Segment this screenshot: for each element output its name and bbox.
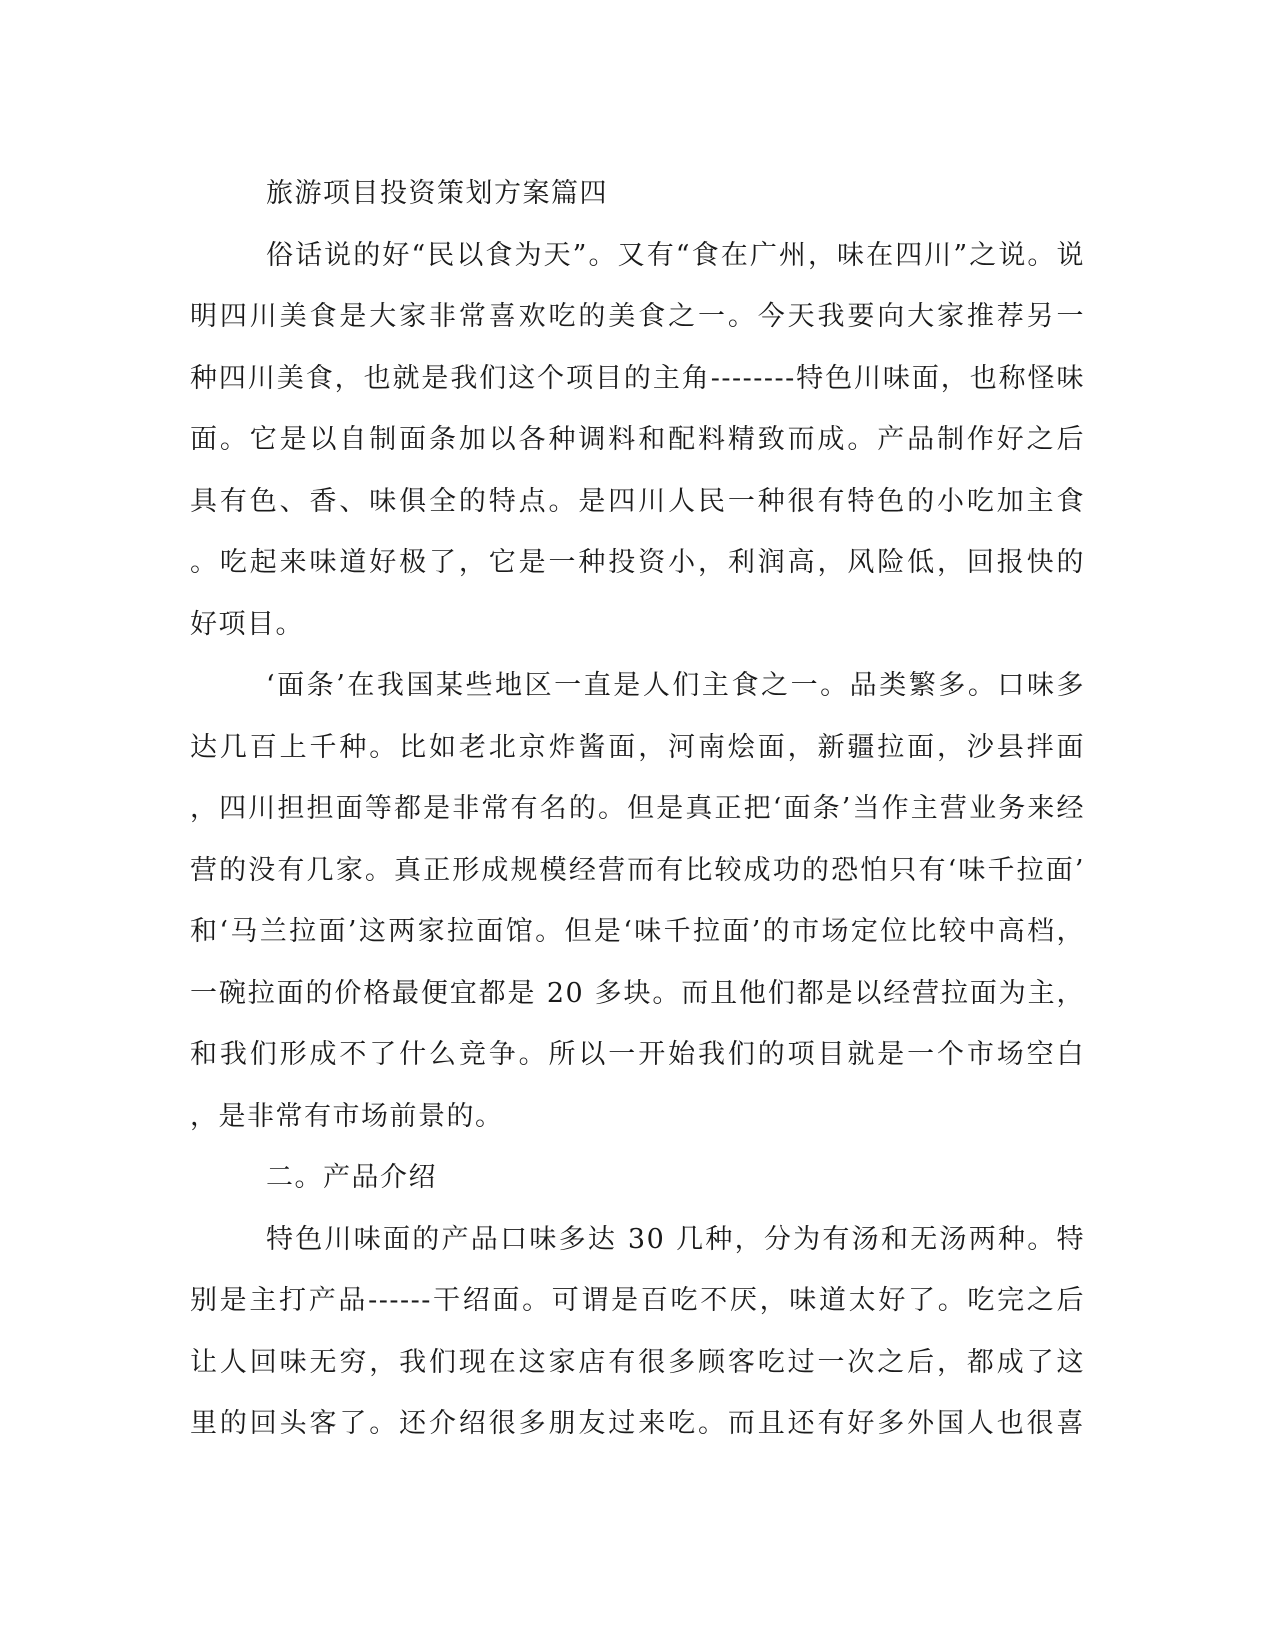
paragraph-line: ‘面条’在我国某些地区一直是人们主食之一。品类繁多。口味多 (266, 670, 1085, 701)
paragraph-line: 别是主打产品------干绍面。可谓是百吃不厌，味道太好了。吃完之后 (190, 1285, 1085, 1316)
paragraph-line: 达几百上千种。比如老北京炸酱面，河南烩面，新疆拉面，沙县拌面 (190, 731, 1085, 763)
paragraph-line: ，四川担担面等都是非常有名的。但是真正把‘面条’当作主营业务来经 (190, 793, 1085, 824)
paragraph-line: 里的回头客了。还介绍很多朋友过来吃。而且还有好多外国人也很喜 (190, 1408, 1085, 1439)
paragraph-line: ，是非常有市场前景的。 (190, 1100, 504, 1132)
paragraph-line: 俗话说的好“民以食为天”。又有“食在广州，味在四川”之说。说 (266, 239, 1085, 271)
paragraph-line: 特色川味面的产品口味多达 30 几种，分为有汤和无汤两种。特 (266, 1223, 1085, 1255)
document-body (190, 163, 1085, 1455)
paragraph-line: 和‘马兰拉面’这两家拉面馆。但是‘味千拉面’的市场定位比较中高档， (190, 916, 1085, 947)
paragraph-line: 让人回味无穷，我们现在这家店有很多顾客吃过一次之后，都成了这 (190, 1346, 1085, 1378)
paragraph-line: 种四川美食，也就是我们这个项目的主角--------特色川味面，也称怪味 (190, 362, 1085, 394)
document-title: 旅游项目投资策划方案篇四 (266, 178, 608, 209)
paragraph-line: 一碗拉面的价格最便宜都是 20 多块。而且他们都是以经营拉面为主， (190, 977, 1085, 1009)
paragraph-line: 面。它是以自制面条加以各种调料和配料精致而成。产品制作好之后 (190, 424, 1085, 455)
paragraph-market (190, 655, 1085, 1147)
section-heading: 二。产品介绍 (266, 1162, 437, 1193)
paragraph-line: 具有色、香、味俱全的特点。是四川人民一种很有特色的小吃加主食 (190, 485, 1085, 517)
paragraph-product (190, 1209, 1085, 1455)
paragraph-line: 好项目。 (190, 608, 304, 640)
paragraph-line: 明四川美食是大家非常喜欢吃的美食之一。今天我要向大家推荐另一 (190, 301, 1085, 332)
paragraph-intro (190, 225, 1085, 656)
paragraph-line: 。吃起来味道好极了，它是一种投资小，利润高，风险低，回报快的 (190, 547, 1085, 578)
paragraph-line: 营的没有几家。真正形成规模经营而有比较成功的恐怕只有‘味千拉面’ (190, 854, 1085, 886)
paragraph-line: 和我们形成不了什么竞争。所以一开始我们的项目就是一个市场空白 (190, 1039, 1085, 1070)
